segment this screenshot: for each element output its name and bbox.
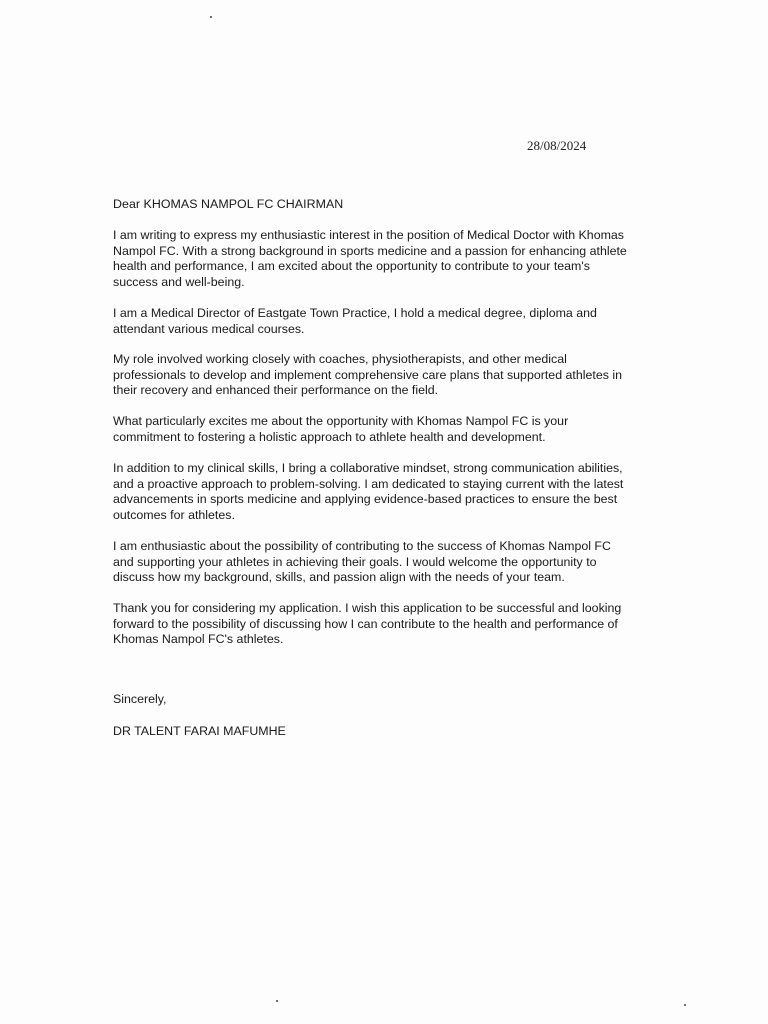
paragraph-skills: In addition to my clinical skills, I bring a collaborative mindset, strong communication abilities, and a proactive approach to problem-solving. I am dedicated to staying current with the latest advancements in sports medicine and applying evidence-based practices to ensure the best outcomes for athletes. <box>113 461 624 522</box>
paragraph-thanks: Thank you for considering my application. I wish this application to be successful and looking forward to the possibility of discussing how I can contribute to the health and performance of Khomas Nampol FC's athletes. <box>113 601 622 646</box>
scan-speck <box>684 1004 686 1006</box>
paragraph-intro: I am writing to express my enthusiastic interest in the position of Medical Doctor with Khomas Nampol FC. With a strong background in sports medicine and a passion for enhancing athlete health and performance, I am excited about the opportunity to contribute to your team's success and well-being. <box>113 228 627 289</box>
closing: Sincerely, <box>113 692 167 706</box>
paragraph-enthusiasm: I am enthusiastic about the possibility of contributing to the success of Khomas Nampol FC and supporting your athletes in achieving their goals. I would welcome the opportunity to discuss how my background, skills, and passion align with the needs of your team. <box>113 539 611 584</box>
paragraph-motivation: What particularly excites me about the opportunity with Khomas Nampol FC is your commitment to fostering a holistic approach to athlete health and development. <box>113 414 569 444</box>
signature-name: DR TALENT FARAI MAFUMHE <box>113 724 286 738</box>
paragraph-role: My role involved working closely with coaches, physiotherapists, and other medical professionals to develop and implement comprehensive care plans that supported athletes in their recovery and enhanced their performance on the field. <box>113 352 623 397</box>
letter-date: 28/08/2024 <box>527 138 587 153</box>
salutation: Dear KHOMAS NAMPOL FC CHAIRMAN <box>113 197 344 211</box>
paragraph-position: I am a Medical Director of Eastgate Town Practice, I hold a medical degree, diploma and attendant various medical courses. <box>113 306 597 336</box>
scan-speck <box>276 1000 278 1002</box>
scan-speck <box>210 16 212 18</box>
